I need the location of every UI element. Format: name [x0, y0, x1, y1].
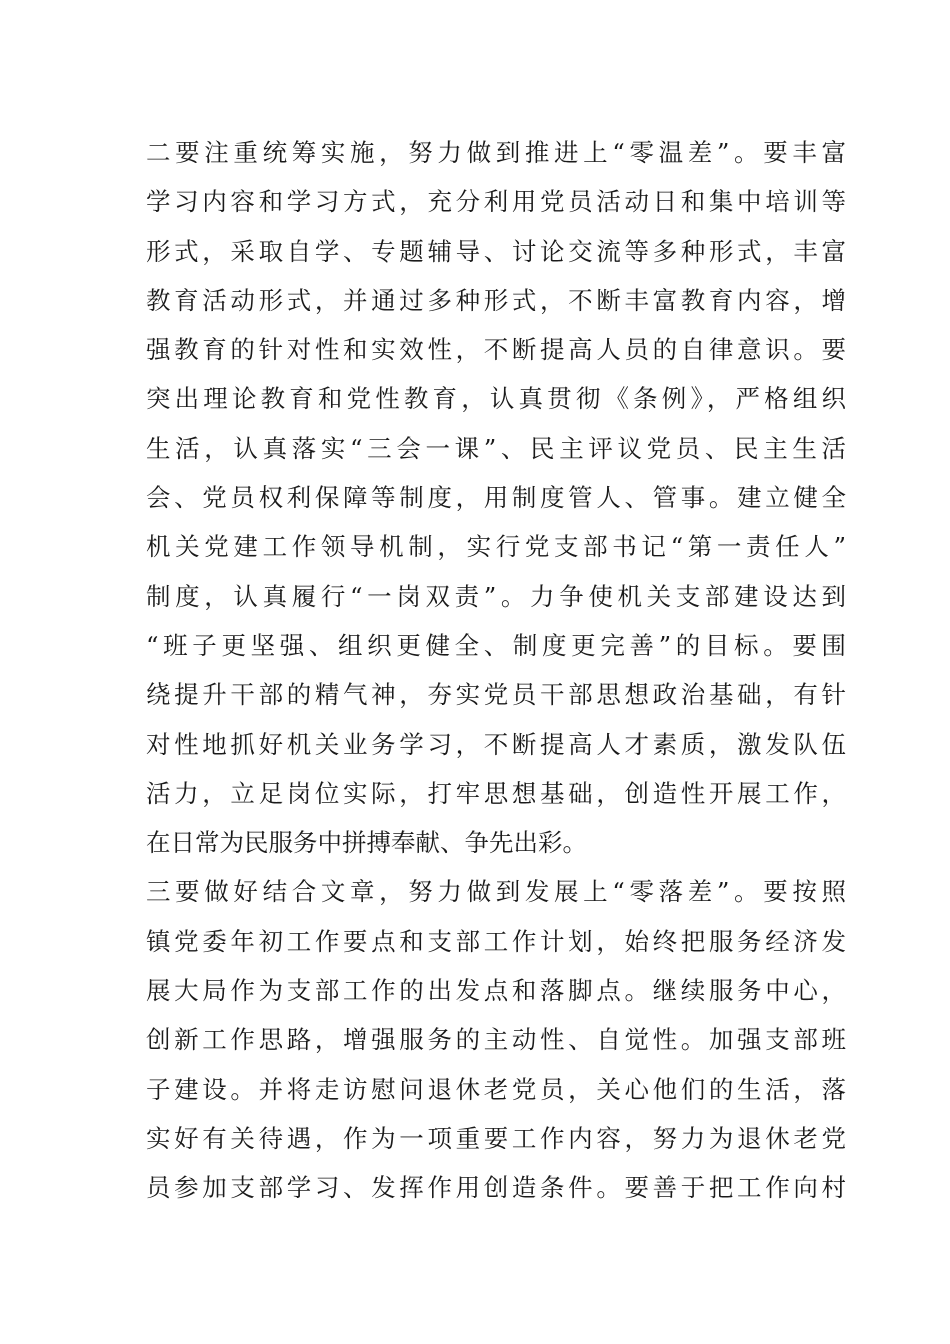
- text-line: 创新工作思路，增强服务的主动性、自觉性。加强支部班: [146, 1025, 846, 1055]
- text-line: 学习内容和学习方式，充分利用党员活动日和集中培训等: [146, 187, 846, 217]
- text-line: 强教育的针对性和实效性，不断提高人员的自律意识。要: [146, 335, 846, 365]
- text-line: 教育活动形式，并通过多种形式，不断丰富教育内容，增: [146, 285, 846, 315]
- text-line: 形式，采取自学、专题辅导、讨论交流等多种形式，丰富: [146, 236, 846, 266]
- text-line: 制度，认真履行“一岗双责”。力争使机关支部建设达到: [146, 581, 846, 611]
- text-line: 在日常为民服务中拼搏奉献、争先出彩。: [146, 828, 587, 858]
- text-line: 对性地抓好机关业务学习，不断提高人才素质，激发队伍: [146, 729, 846, 759]
- text-line: 会、党员权利保障等制度，用制度管人、管事。建立健全: [146, 483, 846, 513]
- text-line: 二要注重统筹实施，努力做到推进上“零温差”。要丰富: [146, 138, 846, 167]
- paragraph-3: [146, 867, 846, 1212]
- text-line: 展大局作为支部工作的出发点和落脚点。继续服务中心，: [146, 976, 846, 1006]
- text-line: “班子更坚强、组织更健全、制度更完善”的目标。要围: [146, 630, 846, 660]
- text-line: 子建设。并将走访慰问退休老党员，关心他们的生活，落: [146, 1074, 846, 1104]
- text-line: 镇党委年初工作要点和支部工作计划，始终把服务经济发: [146, 926, 846, 956]
- text-line: 员参加支部学习、发挥作用创造条件。要善于把工作向村: [146, 1173, 846, 1203]
- text-line: 突出理论教育和党性教育，认真贯彻《条例》，严格组织: [146, 384, 846, 414]
- document-body: [146, 128, 846, 1213]
- text-line: 绕提升干部的精气神，夯实党员干部思想政治基础，有针: [146, 680, 846, 710]
- paragraph-2: [146, 128, 846, 867]
- text-line: 活力，立足岗位实际，打牢思想基础，创造性开展工作，: [146, 778, 846, 808]
- text-line: 机关党建工作领导机制，实行党支部书记“第一责任人”: [146, 532, 846, 562]
- text-line: 三要做好结合文章，努力做到发展上“零落差”。要按照: [146, 877, 846, 907]
- text-line: 生活，认真落实“三会一课”、民主评议党员、民主生活: [146, 433, 846, 463]
- text-line: 实好有关待遇，作为一项重要工作内容，努力为退休老党: [146, 1123, 846, 1153]
